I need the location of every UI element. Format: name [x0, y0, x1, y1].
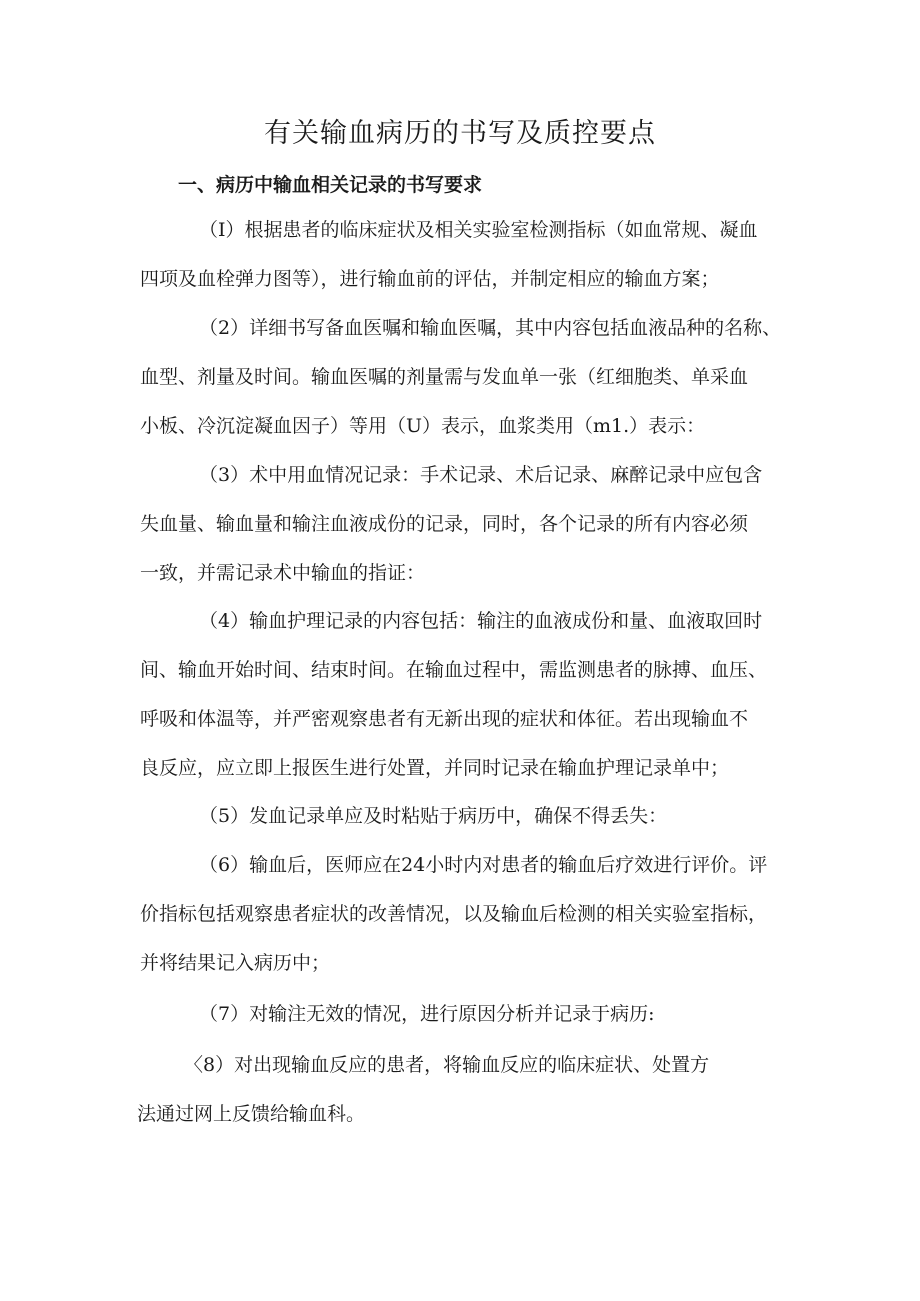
paragraph-line: 良反应，应立即上报医生进行处置，并同时记录在输血护理记录单中；	[140, 757, 730, 779]
paragraph-line: （I）根据患者的临床症状及相关实验室检测指标（如血常规、凝血	[199, 219, 758, 241]
paragraph-line: 间、输血开始时间、结束时间。在输血过程中，需监测患者的脉搏、血压、	[140, 659, 768, 681]
paragraph-line: （3）术中用血情况记录：手术记录、术后记录、麻醉记录中应包含	[199, 464, 763, 486]
paragraph-line: 并将结果记入病历中；	[140, 952, 331, 974]
paragraph-line: 失血量、输血量和输注血液成份的记录，同时，各个记录的所有内容必须	[140, 513, 749, 535]
paragraph-line: 小板、冷沉淀凝血因子）等用（U）表示，血浆类用（m1.）表示：	[140, 415, 706, 437]
paragraph-line: （5）发血记录单应及时粘贴于病历中，确保不得丢失：	[199, 805, 668, 827]
paragraph-line: （6）输血后，医师应在24小时内对患者的输血后疗效进行评价。评	[199, 854, 768, 876]
paragraph-line: 呼吸和体温等，并严密观察患者有无新出现的症状和体征。若出现输血不	[140, 708, 749, 730]
paragraph-line: 四项及血栓弹力图等），进行输血前的评估，并制定相应的输血方案；	[140, 268, 720, 290]
paragraph-line: 价指标包括观察患者症状的改善情况，以及输血后检测的相关实验室指标，	[140, 903, 768, 925]
paragraph-line: （7）对输注无效的情况，进行原因分析并记录于病历:	[199, 1003, 655, 1025]
paragraph-line: 一致，并需记录术中输血的指证：	[140, 562, 426, 584]
section-heading: 一、病历中输血相关记录的书写要求	[178, 174, 483, 196]
paragraph-line: 〈8）对出现输血反应的患者，将输血反应的临床症状、处置方	[184, 1054, 710, 1076]
paragraph-line: 血型、剂量及时间。输血医嘱的剂量需与发血单一张（红细胞类、单采血	[140, 366, 749, 388]
paragraph-line: 法通过网上反馈给输血科。	[137, 1103, 366, 1125]
paragraph-line: （2）详细书写备血医嘱和输血医嘱，其中内容包括血液品种的名称、	[199, 317, 782, 339]
page-title: 有关输血病历的书写及质控要点	[264, 118, 656, 149]
paragraph-line: （4）输血护理记录的内容包括：输注的血液成份和量、血液取回时	[199, 610, 763, 632]
